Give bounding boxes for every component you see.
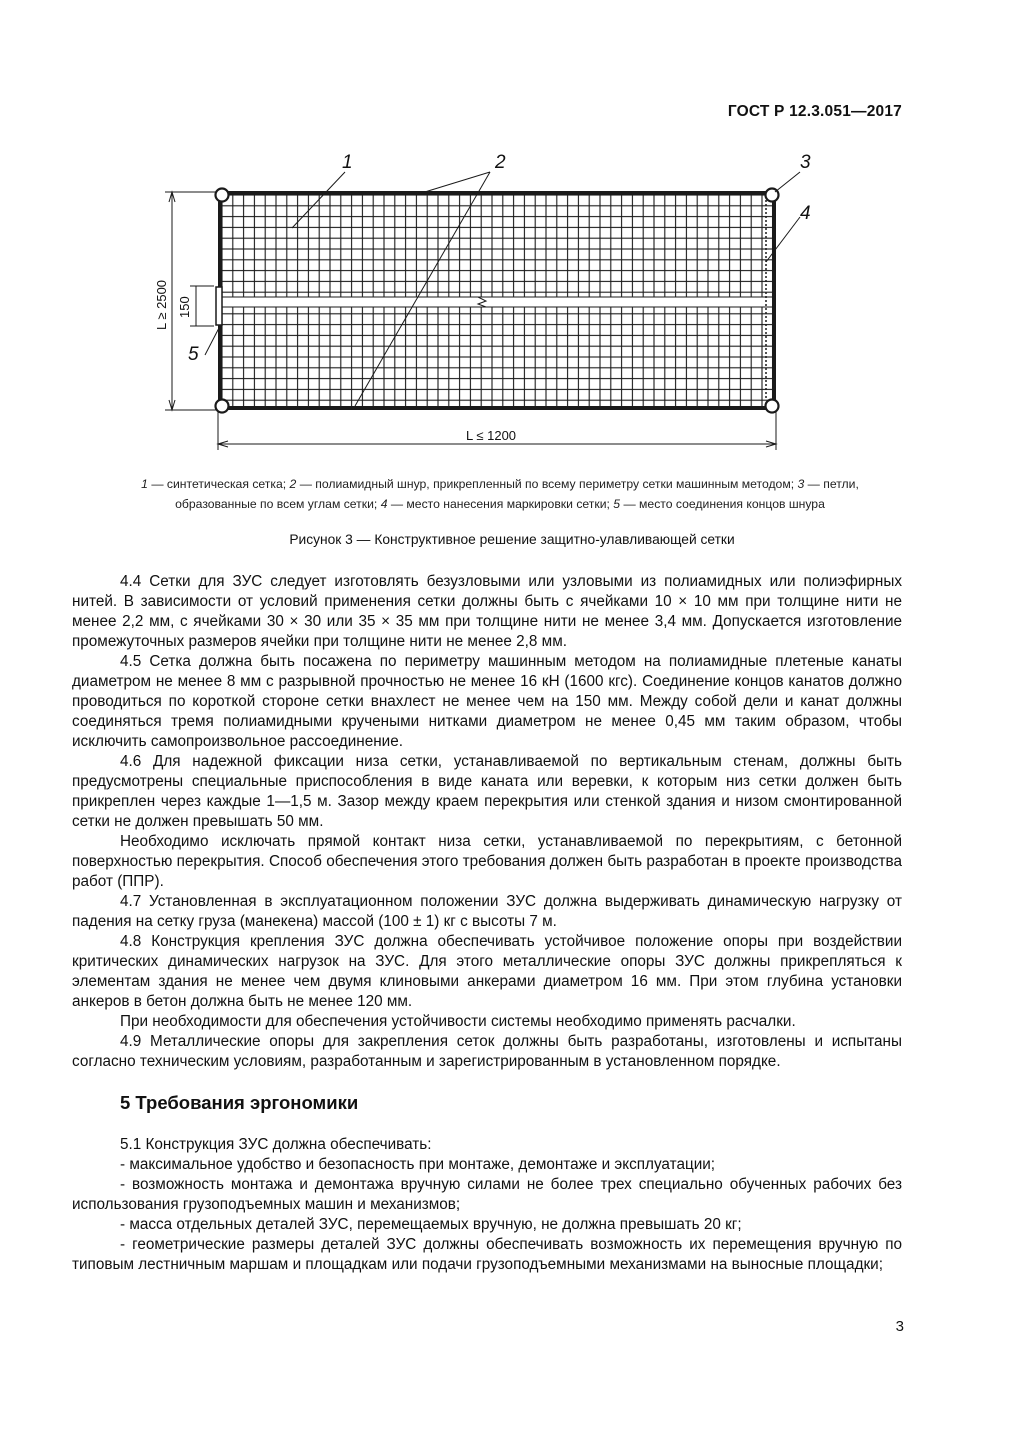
dim-height-label: L ≥ 2500 <box>154 279 169 330</box>
paragraph-4-8: 4.8 Конструкция крепления ЗУС должна обеспечивать устойчивое положение опоры при воздействии критических динамических нагрузок на ЗУС. Для этого металлические опоры ЗУС должны прикрепляться к элементам здания не менее чем двумя клиновыми анкерами диаметром 16 мм. При этом глубина установки анкеров в бетон должна быть не менее 120 мм. <box>72 933 902 1010</box>
figure-caption: Рисунок 3 — Конструктивное решение защитно-улавливающей сетки <box>289 532 735 547</box>
synthetic-net <box>222 195 772 406</box>
paragraph-4-5: 4.5 Сетка должна быть посажена по периметру машинным методом на полиамидные плетеные канаты диаметром не менее 8 мм с разрывной прочностью не менее 16 кН (1600 кгс). Соединение концов канатов должно проводиться по короткой стороне сетки внахлест не менее чем на 150 мм. Между собой дели и канат должны соединяться тремя полиамидными кручеными нитками диаметром не менее 0,45 мм таким образом, чтобы исключить самопроизвольное рассоединение. <box>72 653 902 750</box>
legend-num: 4 <box>380 497 388 511</box>
legend-num: 2 <box>289 477 297 491</box>
legend-text: — полиамидный шнур, прикрепленный по всему периметру сетки машинным методом; <box>296 477 798 491</box>
list-item: - геометрические размеры деталей ЗУС должны обеспечивать возможность их перемещения вручную по типовым лестничным маршам и площадкам или подачи грузоподъемными механизмами на выносные площадки; <box>72 1236 902 1273</box>
dim-width-label: L ≤ 1200 <box>466 428 517 443</box>
paragraph-4-8-note: При необходимости для обеспечения устойчивости системы необходимо применять расчалки. <box>120 1013 796 1030</box>
legend-text: — синтетическая сетка; <box>147 477 290 491</box>
callout-2: 2 <box>495 152 506 173</box>
dim-overlap-label: 150 <box>177 296 192 318</box>
main-text <box>72 572 902 1275</box>
list-item: - возможность монтажа и демонтажа вручную силами не более трех специально обученных рабочих без использования грузоподъемных машин и механизмов; <box>72 1176 902 1213</box>
callout-1: 1 <box>342 152 353 173</box>
page-number: 3 <box>895 1318 904 1335</box>
paragraph-4-6-note: Необходимо исключать прямой контакт низа сетки, устанавливаемой по перекрытиям, с бетонной поверхностью перекрытия. Способ обеспечения этого требования должен быть разработан в проекте производства работ (ППР). <box>72 833 902 890</box>
legend-text: — место соединения концов шнура <box>620 497 825 511</box>
callout-5: 5 <box>188 344 199 365</box>
net-construction-figure <box>0 0 1024 460</box>
legend-num: 3 <box>797 477 805 491</box>
figure-legend <box>100 474 900 514</box>
legend-num: 5 <box>613 497 621 511</box>
callout-4: 4 <box>800 203 811 224</box>
cord-joint <box>216 287 222 325</box>
legend-text: — место нанесения маркировки сетки; <box>387 497 614 511</box>
list-item: - максимальное удобство и безопасность при монтаже, демонтаже и эксплуатации; <box>120 1156 716 1173</box>
paragraph-4-4: 4.4 Сетки для ЗУС следует изготовлять безузловыми или узловыми из полиамидных или полиэфирных нитей. В зависимости от условий применения сетки должны быть с ячейками 10 × 10 мм при толщине нити не менее 2,2 мм, с ячейками 30 × 30 или 35 × 35 мм при толщине нити не менее 3,4 мм. Допускается изготовление промежуточных размеров ячейки при толщине нити не менее 2,8 мм. <box>72 573 902 650</box>
paragraph-4-9: 4.9 Металлические опоры для закрепления сеток должны быть разработаны, изготовлены и испытаны согласно техническим условиям, разработанным и зарегистрированным в установленном порядке. <box>72 1033 902 1070</box>
paragraph-4-6: 4.6 Для надежной фиксации низа сетки, устанавливаемой по вертикальным стенам, должны быть предусмотрены специальные приспособления в виде каната или веревки, к которым низ сетки должен быть прикреплен через каждые 1—1,5 м. Зазор между краем перекрытия или стенкой здания и низом смонтированной сетки не должен превышать 50 мм. <box>72 753 902 830</box>
legend-num: 1 <box>141 477 148 491</box>
paragraph-4-7: 4.7 Установленная в эксплуатационном положении ЗУС должна выдерживать динамическую нагрузку от падения на сетку груза (манекена) массой (100 ± 1) кг с высоты 7 м. <box>72 893 902 930</box>
callout-3: 3 <box>800 152 811 173</box>
standard-header: ГОСТ Р 12.3.051—2017 <box>727 103 902 120</box>
legend-text: — петли, <box>804 477 859 491</box>
legend-text: образованные по всем углам сетки; <box>175 497 381 511</box>
section-5-heading: 5 Требования эргономики <box>120 1092 359 1113</box>
list-item: - масса отдельных деталей ЗУС, перемещаемых вручную, не должна превышать 20 кг; <box>120 1216 742 1233</box>
paragraph-5-1: 5.1 Конструкция ЗУС должна обеспечивать: <box>120 1136 432 1153</box>
